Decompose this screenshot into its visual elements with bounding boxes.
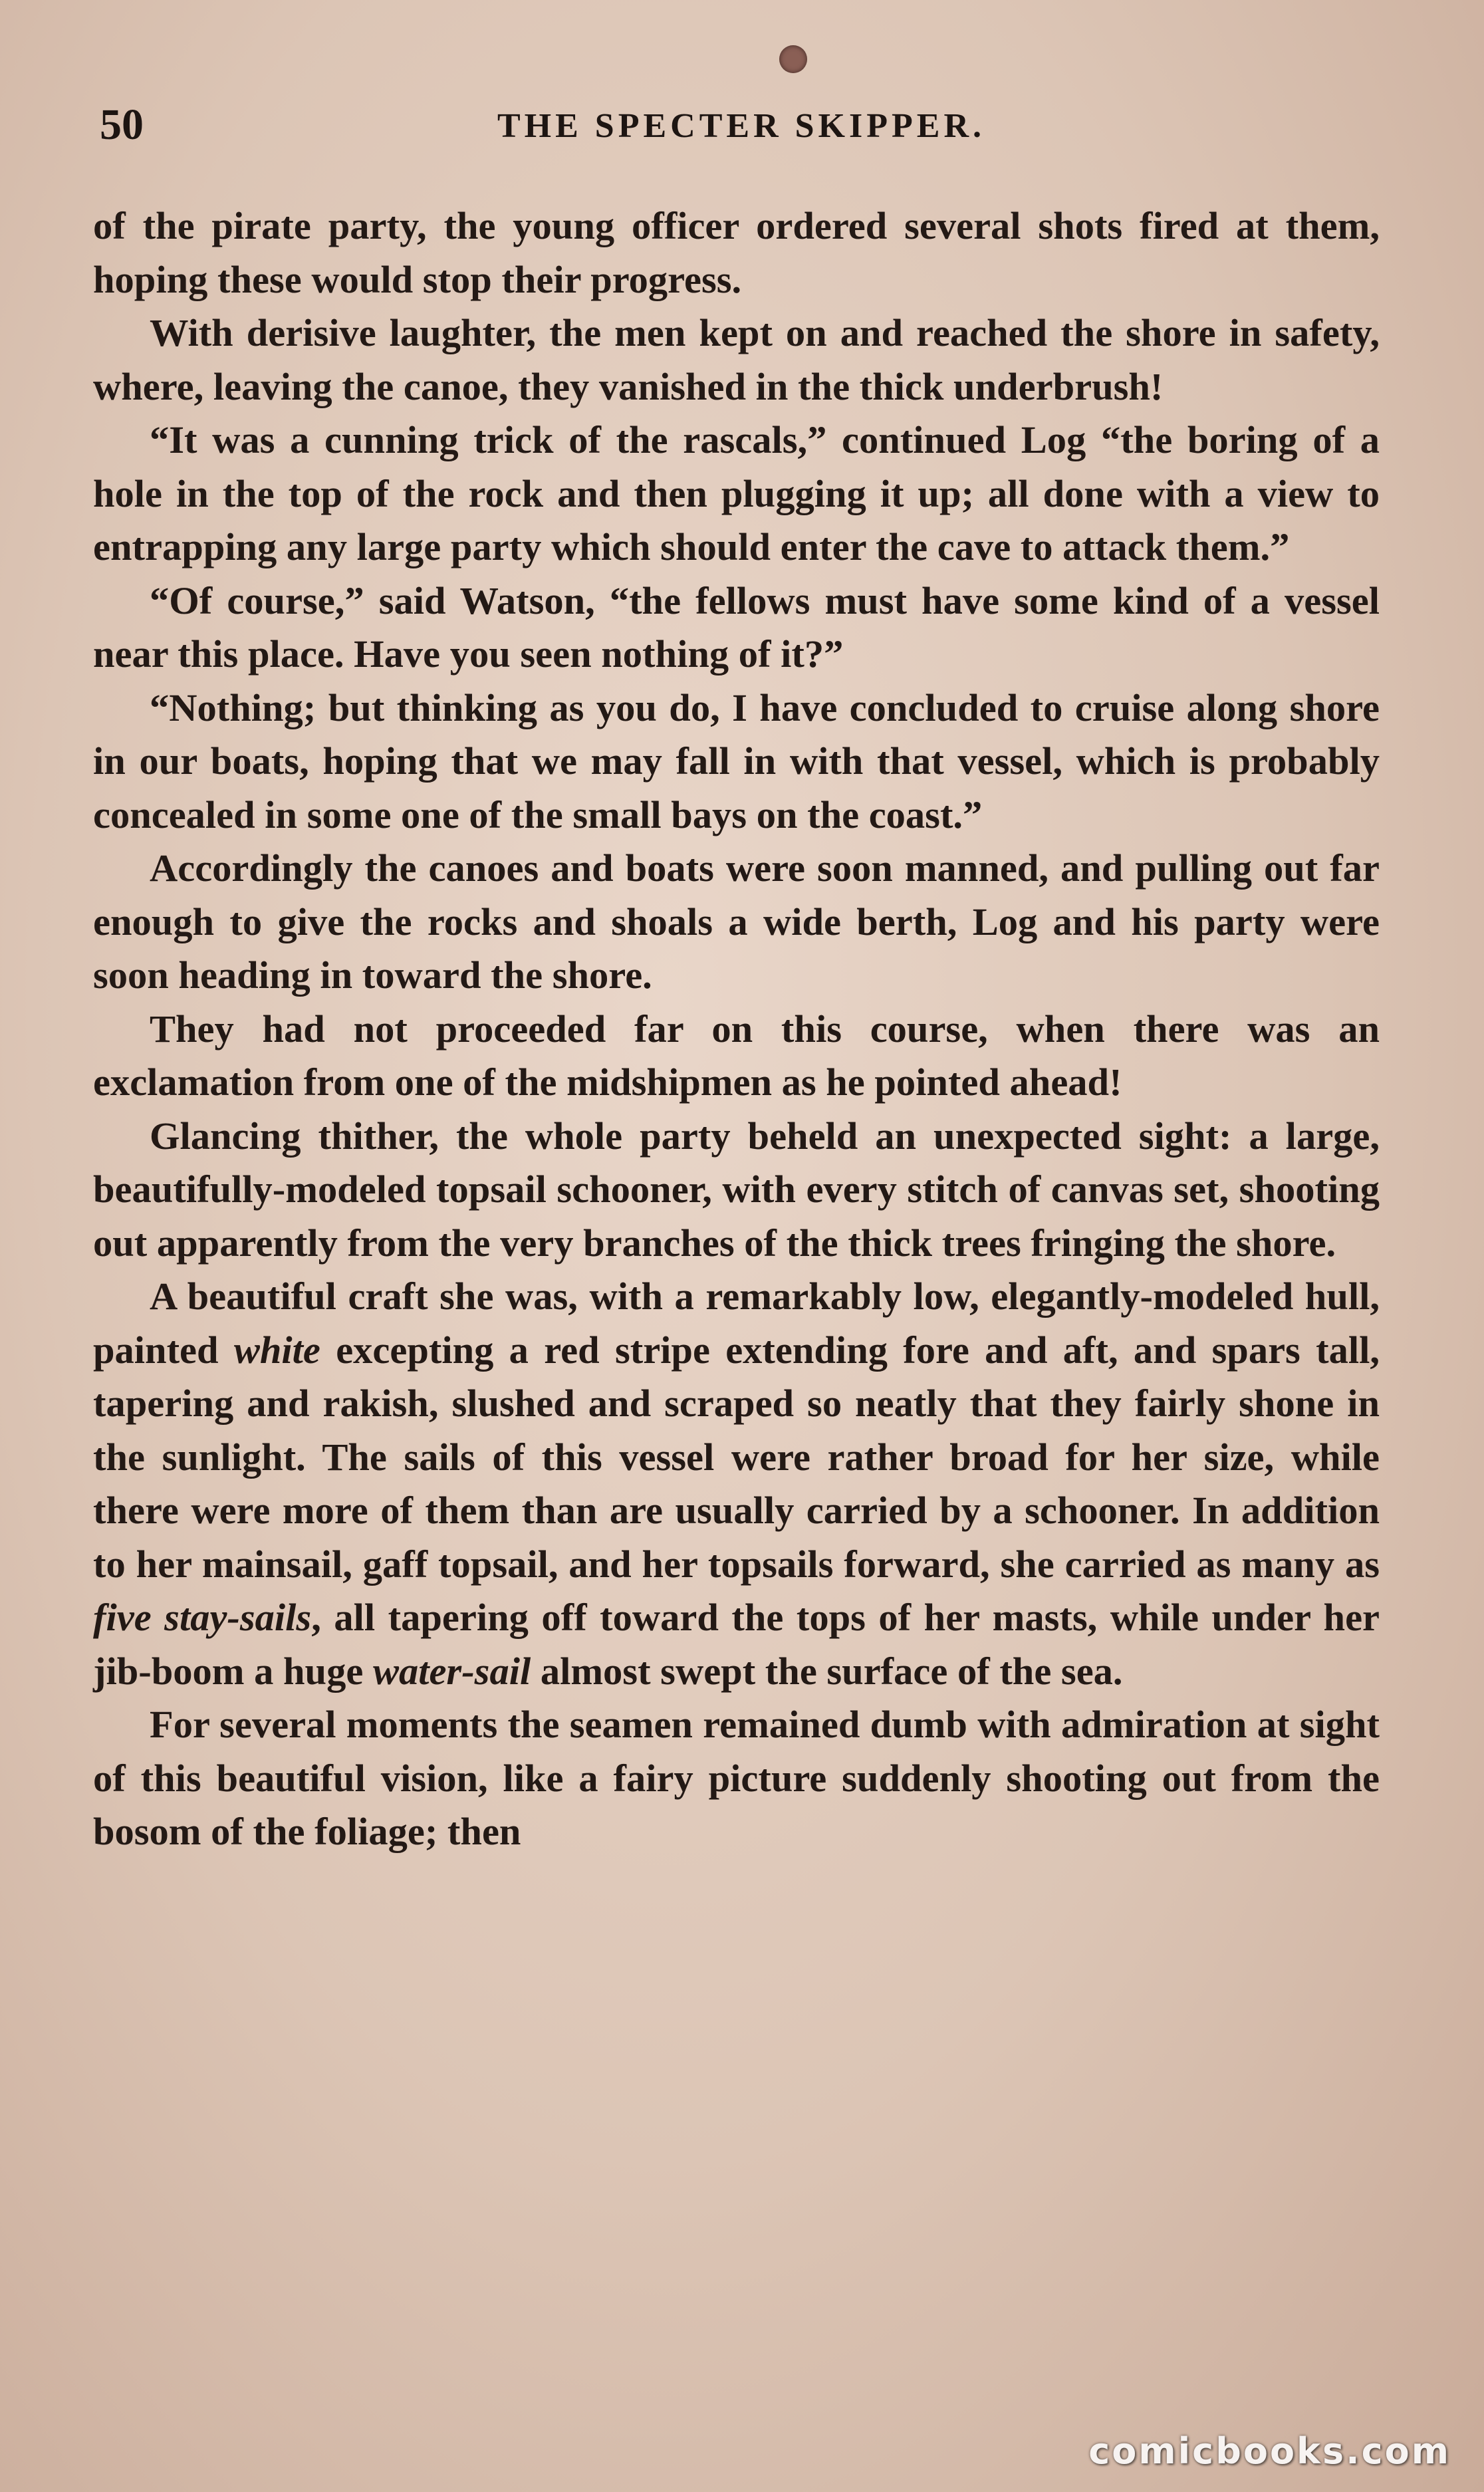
paragraph: “It was a cunning trick of the rascals,” continued Log “the boring of a hole in the top of the rock and then plugging it up; all done with a view to entrapping any large party which should enter the cave to attack them.” [93,418,1380,568]
paragraph-schooner [93,1270,1380,1698]
paragraph: “Of course,” said Watson, “the fellows must have some kind of a vessel near this place. Have you seen nothing of it?” [93,578,1380,676]
text-run: almost swept the surface of the sea. [531,1649,1123,1693]
page-number: 50 [100,100,144,149]
paragraph: For several moments the seamen remained dumb with admiration at sight of this beautiful vision, like a fairy picture suddenly shooting out from the bosom of the foliage; then [93,1703,1380,1853]
page-hole-mark [779,45,807,73]
paragraph: of the pirate party, the young officer ordered several shots fired at them, hoping these would stop their progress. [93,204,1380,301]
paragraph: With derisive laughter, the men kept on and reached the shore in safety, where, leaving the canoe, they vanished in the thick underbrush! [93,311,1380,408]
body-text [93,199,1380,1859]
paragraph: “Nothing; but thinking as you do, I have concluded to cruise along shore in our boats, hoping that we may fall in with that vessel, which is probably concealed in some one of the small bays on the coast.” [93,685,1380,836]
paragraph: Accordingly the canoes and boats were soon manned, and pulling out far enough to give the rocks and shoals a wide berth, Log and his party were soon heading in toward the shore. [93,846,1380,997]
paragraph: Glancing thither, the whole party beheld an unexpected sight: a large, beautifully-modeled topsail schooner, with every stitch of canvas set, shooting out apparently from the very branches of the thick trees fringing the shore. [93,1114,1380,1265]
site-watermark: comicbooks.com [1088,2430,1451,2472]
italic-run: water-sail [372,1649,531,1693]
italic-run: white [233,1328,320,1372]
page-header [100,100,1383,160]
running-title: THE SPECTER SKIPPER. [497,107,986,145]
text-run: excepting a red stripe extending fore and aft, and spars tall, tapering and rakish, slushed and scraped so neatly that they fairly shone in the sunlight. The sails of this vessel were rather broad for her size, while there were more of them than are usually carried by a schooner. In addition to her mainsail, gaff topsail, and her topsails forward, she carried as many as [93,1328,1380,1586]
paragraph: They had not proceeded far on this course, when there was an exclamation from one of the midshipmen as he pointed ahead! [93,1007,1380,1104]
text-run: , all tapering off toward the tops of her masts, while under her jib-boom a huge [93,1596,1380,1693]
text-run: A beautiful craft she was, with a remarkably low, elegantly-modeled hull, painted [93,1275,1380,1372]
italic-run: five stay-sails [93,1596,312,1639]
